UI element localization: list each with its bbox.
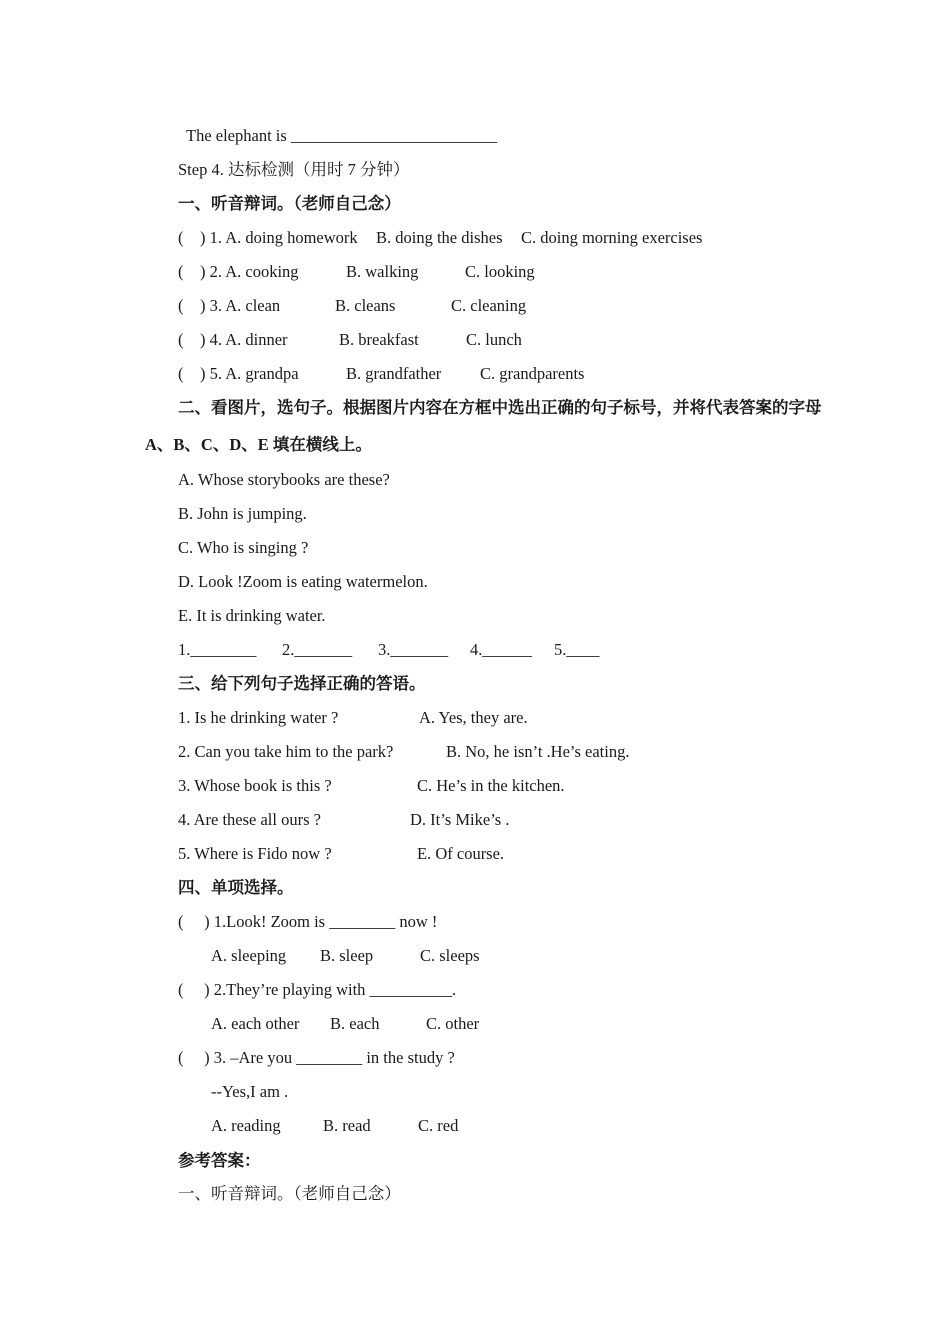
choice-q2-stem: ( ) 2.They’re playing with __________. xyxy=(178,980,457,999)
q1-option-c: C. sleeps xyxy=(420,946,480,965)
sentence-option-e: E. It is drinking water. xyxy=(178,606,326,625)
answer-blank-2: 2._______ xyxy=(282,640,353,659)
sentence-option-b: B. John is jumping. xyxy=(178,504,307,523)
q3-option-b: B. read xyxy=(323,1116,371,1135)
item-2-option-b: B. walking xyxy=(346,262,419,281)
q3-option-a: A. reading xyxy=(211,1116,281,1135)
listen-item-1 xyxy=(178,221,778,255)
section4-heading: 四、单项选择。 xyxy=(178,878,294,897)
q2-option-c: C. other xyxy=(426,1014,480,1033)
item-5-option-a: ( ) 5. A. grandpa xyxy=(178,364,299,383)
match-question-5: 5. Where is Fido now ? xyxy=(178,844,332,863)
item-3-option-c: C. cleaning xyxy=(451,296,527,315)
match-answer-b: B. No, he isn’t .He’s eating. xyxy=(446,742,630,761)
answer-blank-5: 5.____ xyxy=(554,640,600,659)
match-question-2: 2. Can you take him to the park? xyxy=(178,742,394,761)
section3-heading: 三、给下列句子选择正确的答语。 xyxy=(178,674,426,693)
match-question-1: 1. Is he drinking water ? xyxy=(178,708,339,727)
item-3-option-a: ( ) 3. A. clean xyxy=(178,296,281,315)
answer-blank-3: 3._______ xyxy=(378,640,449,659)
item-2-option-c: C. looking xyxy=(465,262,535,281)
sentence-option-d: D. Look !Zoom is eating watermelon. xyxy=(178,572,428,591)
answer-blank-4: 4.______ xyxy=(470,640,532,659)
match-answer-a: A. Yes, they are. xyxy=(419,708,528,727)
item-5-option-b: B. grandfather xyxy=(346,364,442,383)
choice-q1-stem: ( ) 1.Look! Zoom is ________ now ! xyxy=(178,912,438,931)
item-4-option-b: B. breakfast xyxy=(339,330,419,349)
choice-q3-options xyxy=(211,1109,511,1143)
item-1-option-c: C. doing morning exercises xyxy=(521,228,703,247)
answers-section1-line: 一、听音辩词。（老师自己念） xyxy=(178,1184,401,1203)
item-4-option-a: ( ) 4. A. dinner xyxy=(178,330,288,349)
match-question-3: 3. Whose book is this ? xyxy=(178,776,332,795)
answer-blank-1: 1.________ xyxy=(178,640,257,659)
listen-item-2 xyxy=(178,255,778,289)
item-1-option-b: B. doing the dishes xyxy=(376,228,503,247)
match-answer-c: C. He’s in the kitchen. xyxy=(417,776,565,795)
section2-heading-line2: A、B、C、D、E 填在横线上。 xyxy=(145,435,372,454)
choice-q3-stem: ( ) 3. –Are you ________ in the study ? xyxy=(178,1048,455,1067)
choice-q2-options xyxy=(211,1007,511,1041)
match-row-2 xyxy=(178,735,698,769)
match-question-4: 4. Are these all ours ? xyxy=(178,810,321,829)
section2-heading-line1: 二、看图片，选句子。根据图片内容在方框中选出正确的句子标号，并将代表答案的字母 xyxy=(178,398,822,417)
q1-option-b: B. sleep xyxy=(320,946,374,965)
item-1-option-a: ( ) 1. A. doing homework xyxy=(178,228,358,247)
q2-option-a: A. each other xyxy=(211,1014,300,1033)
step4-title: Step 4. 达标检测（用时 7 分钟） xyxy=(178,160,410,179)
section1-heading: 一、听音辩词。（老师自己念） xyxy=(178,194,401,213)
match-row-5 xyxy=(178,837,698,871)
listen-item-3 xyxy=(178,289,778,323)
picture-answer-blanks xyxy=(178,633,678,667)
listen-item-4 xyxy=(178,323,778,357)
choice-q3-reply: --Yes,I am . xyxy=(211,1082,289,1101)
sentence-option-a: A. Whose storybooks are these? xyxy=(178,470,390,489)
q2-option-b: B. each xyxy=(330,1014,380,1033)
sentence-option-c: C. Who is singing ? xyxy=(178,538,309,557)
item-3-option-b: B. cleans xyxy=(335,296,396,315)
choice-q1-options xyxy=(211,939,511,973)
q3-option-c: C. red xyxy=(418,1116,459,1135)
answers-heading: 参考答案： xyxy=(178,1151,261,1170)
item-2-option-a: ( ) 2. A. cooking xyxy=(178,262,299,281)
listen-item-5 xyxy=(178,357,778,391)
elephant-line: The elephant is _________________________ xyxy=(186,126,498,145)
match-row-3 xyxy=(178,769,698,803)
item-4-option-c: C. lunch xyxy=(466,330,522,349)
match-row-1 xyxy=(178,701,698,735)
q1-option-a: A. sleeping xyxy=(211,946,287,965)
match-row-4 xyxy=(178,803,698,837)
match-answer-e: E. Of course. xyxy=(417,844,505,863)
item-5-option-c: C. grandparents xyxy=(480,364,585,383)
match-answer-d: D. It’s Mike’s . xyxy=(410,810,510,829)
